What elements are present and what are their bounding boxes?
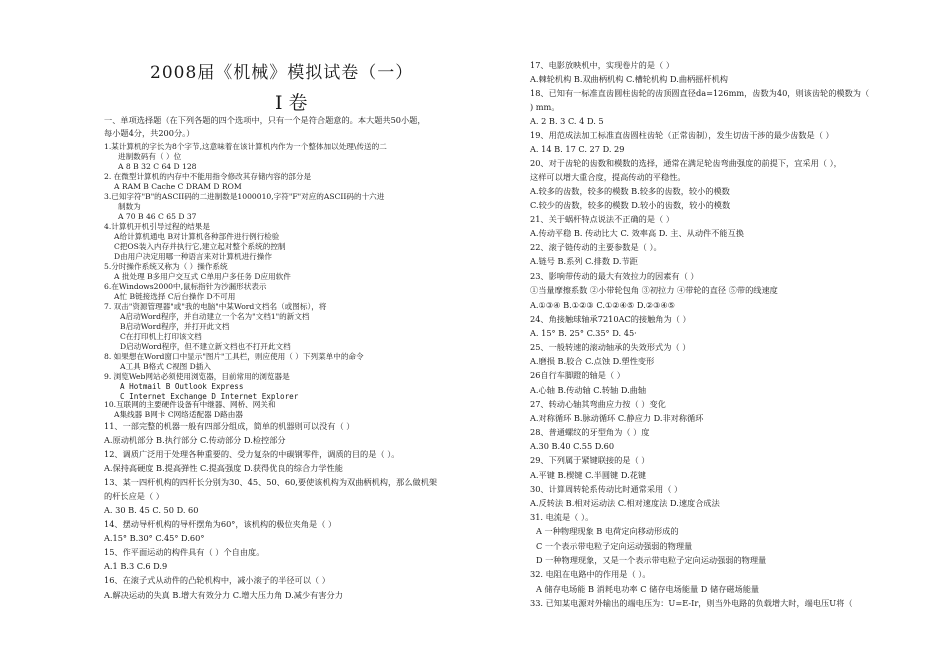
exam-text-line: A Hotmail B Outlook Express — [120, 382, 244, 391]
exam-text-line: 25、一般转速的滚动轴承的失效形式为（ ） — [530, 342, 691, 352]
exam-text-line: A 一种物理现象 B 电荷定向移动形成的 — [536, 526, 679, 536]
exam-text-line: A. 14 B. 17 C. 27 D. 29 — [530, 144, 625, 154]
exam-text-line: 2. 在微型计算机的内存中不能用指令修改其存储内容的部分是 — [104, 172, 312, 181]
exam-text-line: A.原动机部分 B.执行部分 C.传动部分 D.检控部分 — [104, 435, 286, 445]
exam-text-line: 每小题4分，共200分。） — [104, 128, 195, 138]
exam-text-line: A.15° B.30° C.45° D.60° — [104, 533, 205, 543]
exam-text-line: 13、某一四杆机构的四杆长分别为30、45、50、60,要使该机构为双曲柄机构，那么做机架 — [104, 477, 438, 487]
exam-text-line: 7. 双击"资源管理器"或"我的电脑"中某Word文档名（或图标），将 — [104, 302, 327, 311]
exam-text-line: 30、计算周转轮系传动比时通常采用（ ） — [530, 484, 683, 494]
page-subtitle: Ⅰ 卷 — [275, 92, 308, 114]
exam-text-line: 14、摆动导杆机构的导杆摆角为60°，该机构的极位夹角是（ ） — [104, 519, 337, 529]
exam-text-line: C把OS装入内存并执行它,建立起对整个系统的控制 — [114, 242, 286, 251]
exam-text-line: A给计算机通电 B对计算机各种部件进行例行检验 — [114, 232, 280, 241]
exam-text-line: D由用户决定用哪一种语言来对计算机进行操作 — [114, 252, 272, 261]
exam-text-line: 26自行车脚蹬的轴是（ ） — [530, 370, 625, 380]
exam-text-line: 18、已知有一标准直齿圆柱齿轮的齿顶圆直径da=126mm，齿数为40，则该齿轮的模数为（ — [530, 88, 870, 98]
exam-text-line: A.平键 B.楔键 C.半圆键 D.花键 — [530, 470, 647, 480]
exam-text-line: 31. 电流是（ ）。 — [530, 512, 594, 522]
exam-text-line: ①当量摩擦系数 ②小带轮包角 ③初拉力 ④带轮的直径 ⑤带的线速度 — [530, 285, 778, 295]
exam-text-line: A RAM B Cache C DRAM D ROM — [114, 182, 242, 191]
exam-text-line: A.1 B.3 C.6 D.9 — [104, 561, 168, 571]
exam-text-line: ) mm。 — [530, 102, 560, 112]
exam-text-line: 20、对于齿轮的齿数和模数的选择，通常在满足轮齿弯曲强度的前提下，宜采用（ ）， — [530, 158, 842, 168]
exam-text-line: 8. 如果想在Word窗口中显示"图片"工具栏，则应使用（ ）下列菜单中的命令 — [104, 352, 364, 361]
exam-text-line: 一、单项选择题（在下列各题的四个选项中，只有一个是符合题意的。本大题共50小题， — [104, 115, 426, 125]
exam-text-line: A 储存电场能 B 消耗电功率 C 储存电场能量 D 储存磁场能量 — [536, 584, 760, 594]
exam-text-line: A.解决运动的失真 B.增大有效分力 C.增大压力角 D.减少有害分力 — [104, 590, 343, 600]
exam-text-line: A忙 B链接选择 C后台操作 D不可用 — [114, 292, 236, 301]
exam-text-line: A 8 B 32 C 64 D 128 — [118, 162, 197, 171]
exam-text-line: C.较少的齿数，较多的模数 D.较小的齿数，较小的模数 — [530, 200, 731, 210]
exam-text-line: A.心轴 B.传动轴 C.转轴 D.曲轴 — [530, 385, 647, 395]
exam-text-line: 27、转动心轴其弯曲应力按（ ）变化 — [530, 399, 666, 409]
exam-text-line: A.较多的齿数，较多的模数 B.较多的齿数，较小的模数 — [530, 186, 730, 196]
exam-text-line: 9. 浏览Web网站必须使用浏览器，目前常用的浏览器是 — [104, 372, 290, 381]
exam-text-line: 21、关于蜗杆特点说法不正确的是（ ） — [530, 214, 675, 224]
exam-text-line: A.①③④ B.①②③ C.①②④⑤ D.②③④⑤ — [530, 300, 676, 310]
exam-text-line: 15、作平面运动的构件具有（ ）个自由度。 — [104, 547, 265, 557]
exam-text-line: 进制数码有（ ）位 — [118, 152, 182, 161]
exam-text-line: 22、滚子链传动的主要参数是（ ）。 — [530, 242, 662, 252]
exam-text-line: B启动Word程序，并打开此文档 — [120, 322, 230, 331]
exam-text-line: A.对称循环 B.脉动循环 C.静应力 D.非对称循环 — [530, 413, 704, 423]
exam-text-line: A. 15° B. 25° C.35° D. 45· — [530, 328, 637, 338]
exam-text-line: 1.某计算机的字长为8个字节,这意味着在该计算机内作为一个整体加以处理\传送的二 — [104, 142, 387, 151]
exam-text-line: A.30 B.40 C.55 D.60 — [530, 441, 615, 451]
exam-text-line: 32. 电阻在电路中的作用是（ ）。 — [530, 569, 651, 579]
exam-text-line: C在打印机上打印该文档 — [120, 332, 202, 341]
exam-text-line: 23、影响带传动的最大有效拉力的因素有（ ） — [530, 271, 699, 281]
exam-text-line: A.磨损 B.胶合 C.点蚀 D.塑性变形 — [530, 356, 655, 366]
exam-text-line: 6.在Windows2000中,鼠标指针为沙漏形状表示 — [104, 282, 267, 291]
exam-text-line: A.保持高硬度 B.提高弹性 C.提高强度 D.获得优良的综合力学性能 — [104, 463, 343, 473]
exam-text-line: 33. 已知某电源对外输出的端电压为：U=E-Ir，则当外电路的负载增大时，端电压U将（ — [530, 598, 853, 608]
exam-text-line: C Internet Exchange D Internet Explorer — [120, 392, 299, 401]
exam-text-line: 的杆长应是（ ） — [104, 491, 164, 501]
exam-text-line: D 一种物理现象，又是一个表示带电粒子定向运动强弱的物理量 — [536, 555, 767, 565]
exam-text-line: A 批处理 B多用户交互式 C单用户多任务 D应用软件 — [114, 272, 291, 281]
exam-text-line: D启动Word程序，但不建立新文档也不打开此文档 — [120, 342, 291, 351]
exam-text-line: 11、一部完整的机器一般有四部分组成，简单的机器则可以没有（ ） — [104, 421, 355, 431]
exam-text-line: 17、电影放映机中，实现卷片的是（ ） — [530, 60, 675, 70]
exam-text-line: A 70 B 46 C 65 D 37 — [118, 212, 197, 221]
exam-text-line: 10.互联网的主要硬件设备有中继器、网桥、网关和 — [104, 400, 276, 409]
exam-text-line: C 一个表示带电粒子定向运动强弱的物理量 — [536, 541, 693, 551]
exam-text-line: 19、用范成法加工标准直齿圆柱齿轮（正常齿制），发生切齿干涉的最少齿数是（ ） — [530, 130, 834, 140]
exam-text-line: A.传动平稳 B. 传动比大 C. 效率高 D. 主、从动件不能互换 — [530, 228, 744, 238]
exam-text-line: A.棘轮机构 B.双曲柄机构 C.槽轮机构 D.曲柄摇杆机构 — [530, 74, 728, 84]
exam-text-line: 3.已知字符"B"的ASCII码的二进制数是1000010,字符"F"对应的ASCII码的十六进 — [104, 192, 385, 201]
exam-text-line: 4.计算机开机引导过程的结果是 — [104, 222, 210, 231]
exam-text-line: A.反转法 B.相对运动法 C.相对速度法 D.速度合成法 — [530, 498, 720, 508]
exam-text-line: 24、角接触球轴承7210AC的接触角为（ ） — [530, 314, 691, 324]
exam-text-line: A集线器 B网卡 C网络适配器 D路由器 — [114, 410, 243, 419]
exam-text-line: A启动Word程序，并自动建立一个名为"文档1"的新文档 — [120, 312, 310, 321]
exam-text-line: 29、下列属于紧键联接的是（ ） — [530, 455, 650, 465]
exam-text-line: A工具 B格式 C视图 D插入 — [120, 362, 211, 371]
page-title: 2008届《机械》模拟试卷（一） — [150, 63, 414, 83]
exam-text-line: 这样可以增大重合度，提高传动的平稳性。 — [530, 172, 686, 182]
exam-text-line: 5.分时操作系统又称为（ ）操作系统 — [104, 262, 228, 271]
exam-text-line: A.链号 B.系列 C.排数 D.节距 — [530, 256, 638, 266]
exam-text-line: 12、调质广泛用于处理各种重要的、受力复杂的中碳钢零件，调质的目的是（ ）。 — [104, 449, 400, 459]
exam-text-line: A. 30 B. 45 C. 50 D. 60 — [104, 505, 199, 515]
exam-text-line: 28、普通螺纹的牙型角为（ ）度 — [530, 427, 650, 437]
exam-text-line: A. 2 B. 3 C. 4 D. 5 — [530, 116, 604, 126]
exam-text-line: 16、在滚子式从动件的凸轮机构中，减小滚子的半径可以（ ） — [104, 575, 330, 585]
exam-text-line: 制数为 — [118, 202, 141, 211]
